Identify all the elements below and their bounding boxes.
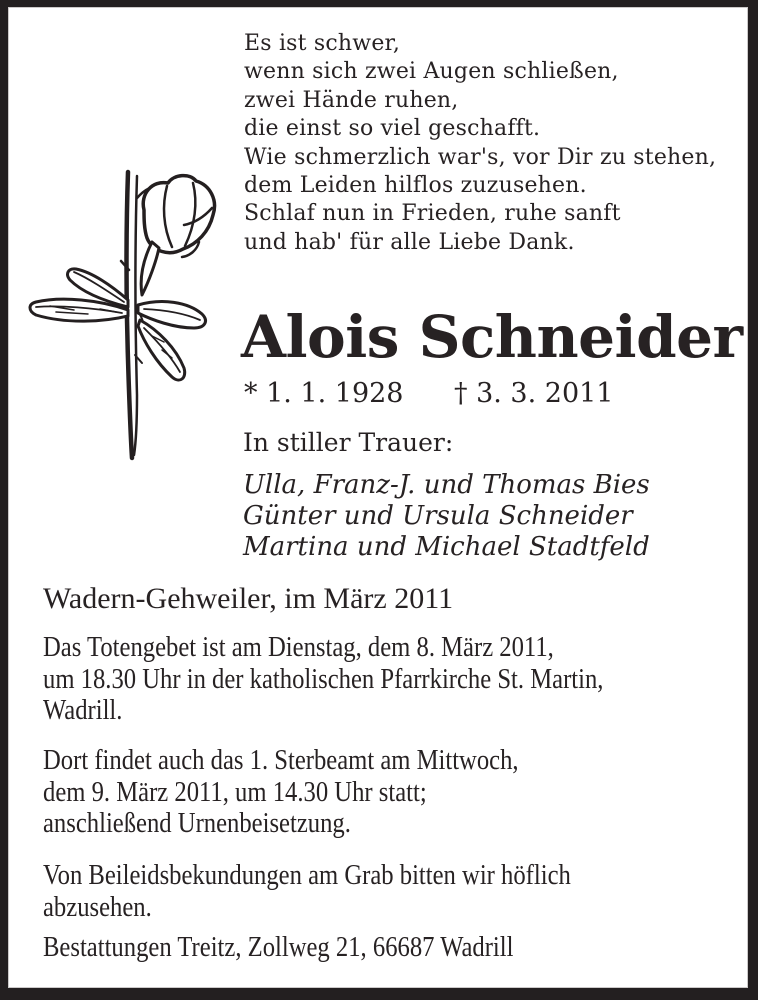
mourner-line: Ulla, Franz-J. und Thomas Bies bbox=[243, 470, 650, 500]
poem-line: Schlaf nun in Frieden, ruhe sanft bbox=[244, 201, 621, 227]
poem-line: wenn sich zwei Augen schließen, bbox=[244, 59, 619, 85]
mourners-list bbox=[243, 470, 650, 563]
deceased-name: Alois Schneider bbox=[241, 303, 743, 371]
rose-icon bbox=[16, 150, 234, 478]
rose-leaves-left bbox=[30, 269, 128, 321]
rose-leaves-right bbox=[137, 302, 205, 380]
life-dates bbox=[242, 378, 712, 414]
paragraph-line: Von Beileidsbekundungen am Grab bitten wir höflich bbox=[43, 860, 571, 891]
paragraph-line: um 18.30 Uhr in der katholischen Pfarrkirche St. Martin, bbox=[43, 663, 604, 695]
poem-line: Wie schmerzlich war's, vor Dir zu stehen, bbox=[244, 144, 717, 170]
poem-line: und hab' für alle Liebe Dank. bbox=[244, 229, 575, 255]
frame-left bbox=[0, 0, 8, 1000]
poem-line: die einst so viel geschafft. bbox=[244, 116, 541, 142]
paragraph-line: abzusehen. bbox=[43, 891, 152, 923]
mourner-line: Günter und Ursula Schneider bbox=[243, 501, 633, 531]
paragraph-line: anschließend Urnenbeisetzung. bbox=[43, 808, 351, 839]
frame-bottom bbox=[0, 988, 758, 1000]
poem-line: zwei Hände ruhen, bbox=[244, 87, 459, 113]
place-and-date: Wadern-Gehweiler, im März 2011 bbox=[43, 582, 454, 615]
rose-bud bbox=[137, 176, 214, 295]
frame-right bbox=[748, 0, 758, 1000]
mourning-intro: In stiller Trauer: bbox=[243, 428, 454, 457]
paragraph-line: Das Totengebet ist am Dienstag, dem 8. März 2011, bbox=[43, 632, 554, 663]
funeral-paragraph bbox=[43, 745, 519, 840]
death-date: † 3. 3. 2011 bbox=[454, 378, 614, 409]
paragraph-line: Dort findet auch das 1. Sterbeamt am Mittwoch, bbox=[43, 745, 519, 776]
poem-line: dem Leiden hilflos zuzusehen. bbox=[244, 173, 587, 199]
funeral-home-address: Bestattungen Treitz, Zollweg 21, 66687 Wadrill bbox=[43, 932, 514, 963]
paragraph-line: dem 9. März 2011, um 14.30 Uhr statt; bbox=[43, 776, 427, 808]
mourner-line: Martina und Michael Stadtfeld bbox=[243, 532, 650, 562]
condolence-note bbox=[43, 860, 571, 923]
paragraph-line: Wadrill. bbox=[43, 695, 123, 726]
frame-top bbox=[0, 0, 758, 7]
memorial-poem bbox=[244, 30, 716, 257]
funeral-paragraph bbox=[43, 632, 603, 727]
poem-line: Es ist schwer, bbox=[244, 31, 401, 56]
birth-date: * 1. 1. 1928 bbox=[244, 378, 404, 409]
